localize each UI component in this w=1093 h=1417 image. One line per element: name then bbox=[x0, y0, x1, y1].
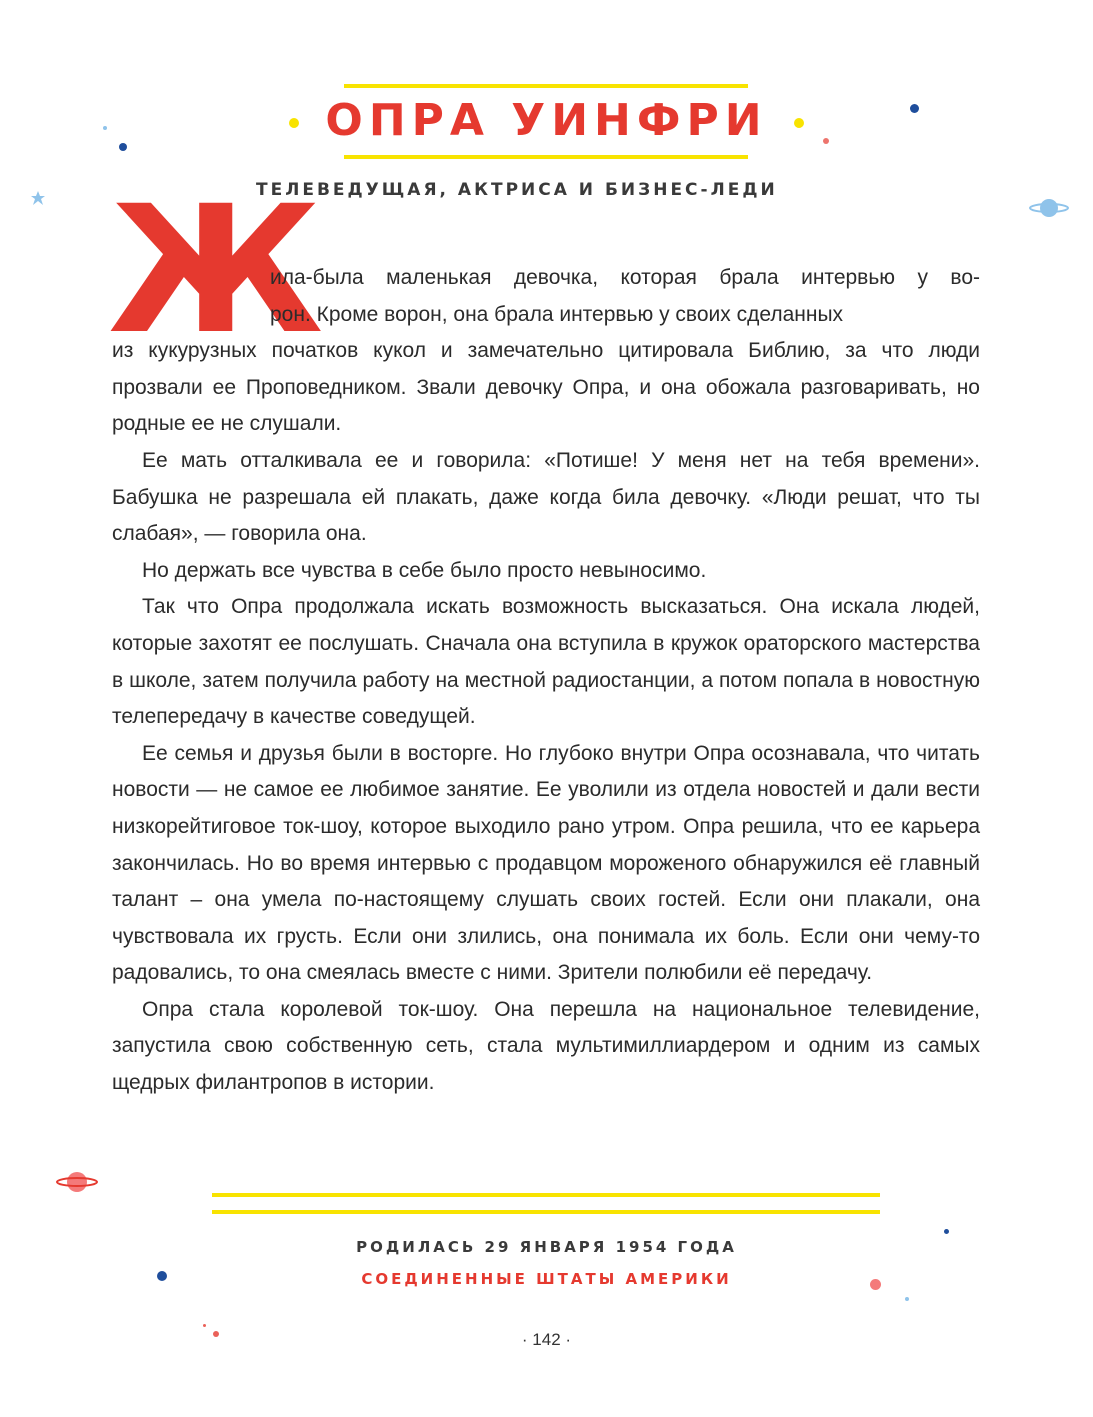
star-icon bbox=[30, 190, 46, 206]
bottom-divider bbox=[212, 1210, 880, 1214]
decor-dot bbox=[944, 1229, 949, 1234]
decor-dot bbox=[203, 1324, 206, 1327]
story-text bbox=[112, 260, 980, 1102]
paragraph: из кукурузных початков кукол и замечательно цитировала Библию, за что люди прозвали ее Проповедником. Звали девочку Опра, и она обожала разговаривать, но родные ее не слушали. bbox=[112, 339, 980, 436]
paragraph: Так что Опра продолжала искать возможность высказаться. Она искала людей, которые захотят ее послушать. Сначала она вступила в кружок ораторского мастерства в школе, затем получила работу на местной радиостанции, а потом попала в новостную телепередачу в качестве соведущей. bbox=[112, 595, 980, 729]
bottom-divider bbox=[212, 1193, 880, 1197]
title-dot bbox=[289, 118, 299, 128]
drop-cap: Ж bbox=[108, 168, 324, 373]
title-block bbox=[0, 84, 1093, 159]
paragraph: Опра стала королевой ток-шоу. Она перешла на национальное телевидение, запустила свою собственную сеть, стала мультимиллиардером и одним из самых щедрых филантропов в истории. bbox=[112, 997, 980, 1095]
page-number: · 142 · bbox=[521, 1330, 572, 1349]
paragraph: Ее мать отталкивала ее и говорила: «Потише! У меня нет на тебя времени». Бабушка не разрешала ей плакать, даже когда била девочку. «Люди решат, что ты слабая», — говорила она. bbox=[112, 448, 980, 546]
paragraph: Ее семья и друзья были в восторге. Но глубоко внутри Опра осознавала, что читать новости — не самое ее любимое занятие. Ее уволили из отдела новостей и дали вести низкорейтиговое ток-шоу, которое выходило рано утром. Опра решила, что ее карьера закончилась. Но во время интервью с продавцом мороженого обнаружился её главный талант – она умела по-настоящему слушать своих гостей. Если они плакали, она чувствовала их грусть. Если они злились, она понимала их боль. Если они чему-то радовались, то она смеялась вместе с ними. Зрители полюбили её передачу. bbox=[112, 741, 980, 985]
birth-date: РОДИЛАСЬ 29 ЯНВАРЯ 1954 ГОДА bbox=[356, 1238, 737, 1256]
subtitle: ТЕЛЕВЕДУЩАЯ, АКТРИСА И БИЗНЕС-ЛЕДИ bbox=[256, 180, 778, 200]
title-dot bbox=[794, 118, 804, 128]
page-title: ОПРА УИНФРИ bbox=[325, 95, 768, 146]
title-bottom-line bbox=[344, 155, 748, 159]
decor-dot bbox=[905, 1297, 909, 1301]
country: СОЕДИНЕННЫЕ ШТАТЫ АМЕРИКИ bbox=[361, 1270, 732, 1288]
title-top-line bbox=[344, 84, 748, 88]
first-line: ила-была маленькая девочка, которая брала интервью у во- bbox=[270, 266, 980, 289]
second-line: рон. Кроме ворон, она брала интервью у своих сделанных bbox=[270, 302, 844, 326]
planet-icon bbox=[55, 1168, 99, 1196]
planet-icon bbox=[1029, 195, 1069, 221]
paragraph: Но держать все чувства в себе было просто невыносимо. bbox=[142, 558, 707, 582]
